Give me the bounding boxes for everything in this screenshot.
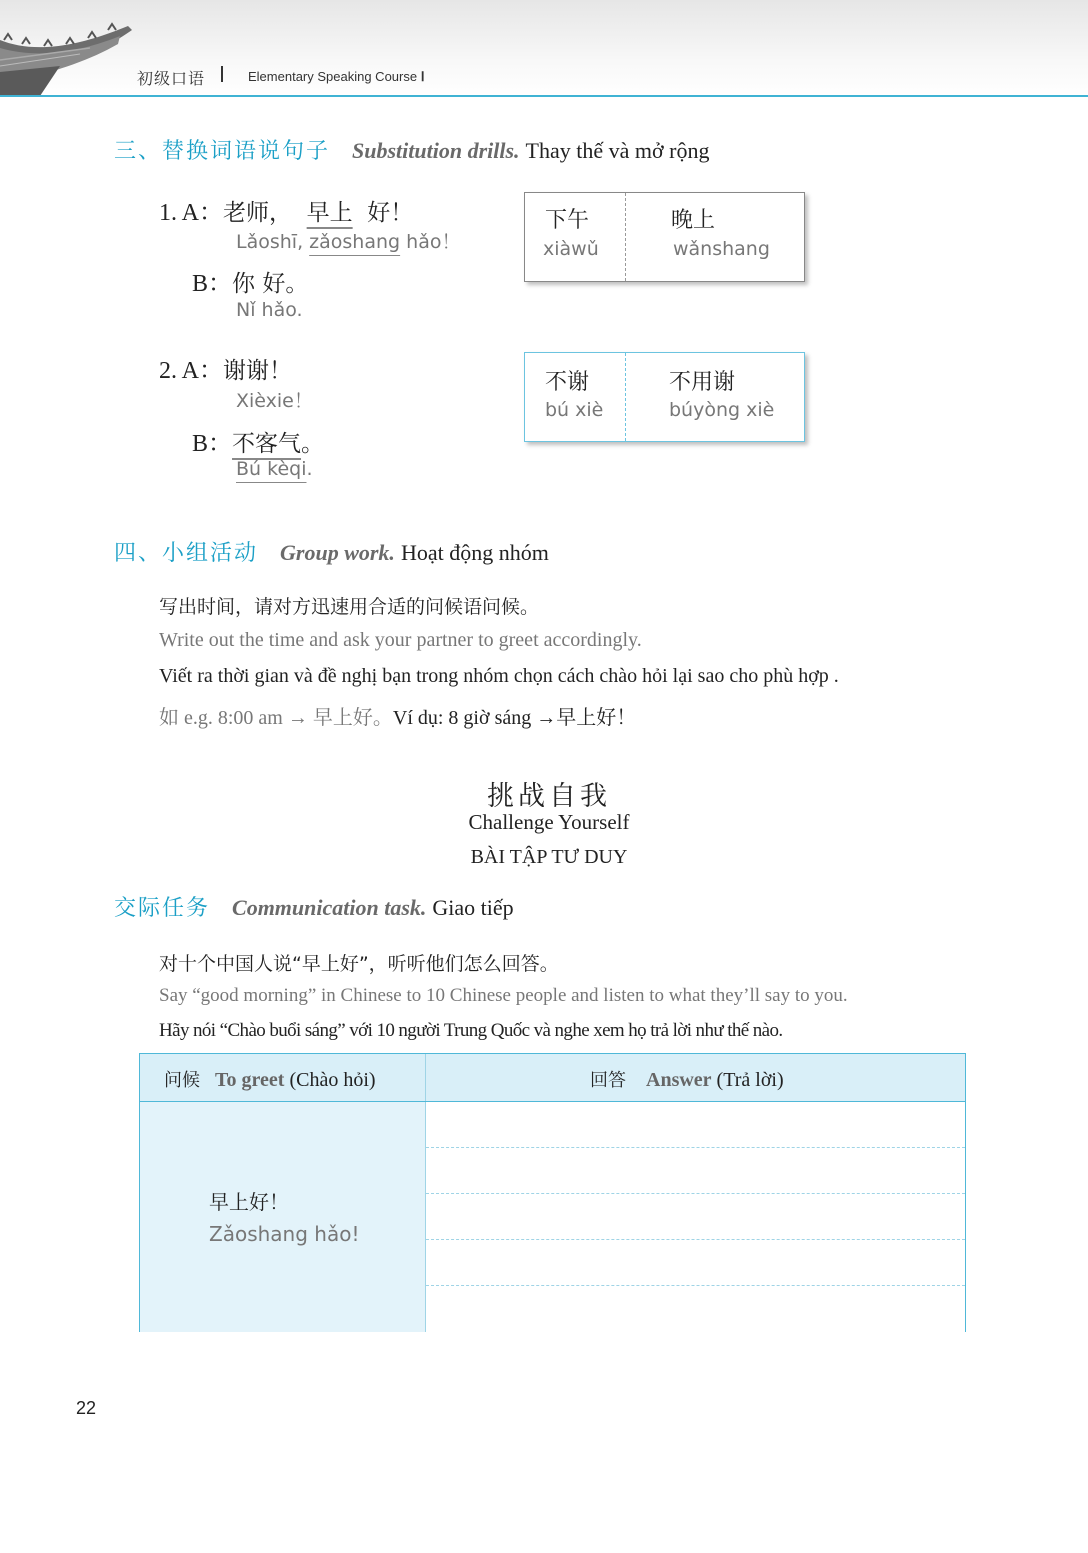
drill1-line-b-pinyin: Nǐ hǎo. (236, 299, 303, 321)
sub1-right-cn: 晚上 (671, 208, 716, 233)
greeting-table (139, 1053, 966, 1332)
greeting-cn: 早上好！ (209, 1190, 289, 1214)
answer-input-row[interactable] (426, 1148, 965, 1193)
group-work-en: Write out the time and ask your partner to greet accordingly. (159, 629, 642, 651)
challenge-title-cn: 挑战自我 (487, 781, 611, 812)
greeting-pinyin: Zǎoshang hǎo! (209, 1222, 360, 1246)
sub2-right-pinyin: búyòng xiè (669, 399, 775, 421)
drill1-line-a-pinyin: Lǎoshī, zǎoshang hǎo！ (236, 231, 461, 253)
header-separator (221, 66, 223, 82)
drill2-line-b: B：不客气。 (192, 431, 325, 457)
drill2-line-a: 2. A：谢谢！ (159, 358, 293, 384)
sub1-left-pinyin: xiàwǔ (543, 238, 599, 260)
sub2-right-cn: 不用谢 (669, 370, 736, 395)
pagoda-roof-illustration (0, 0, 140, 96)
header-en-title: Elementary Speaking Course Ⅰ (248, 69, 425, 84)
header-cn-title: 初级口语 (137, 69, 206, 88)
section-group-work-title: 四、小组活动 Group work. Hoạt động nhóm (114, 540, 549, 566)
drill2-line-b-pinyin: Bú kèqi. (236, 458, 313, 480)
group-work-vi: Viết ra thời gian và đề nghị bạn trong nhóm chọn cách chào hỏi lại sao cho phù hợp . (159, 665, 839, 687)
section-communication-title: 交际任务 Communication task. Giao tiếp (114, 895, 514, 921)
substitution-box-1 (524, 192, 805, 282)
table-header (140, 1054, 965, 1102)
answer-input-row[interactable] (426, 1286, 965, 1332)
answer-input-row[interactable] (426, 1194, 965, 1239)
communication-cn: 对十个中国人说“早上好”，听听他们怎么回答。 (159, 953, 559, 975)
section-substitution-title: 三、替换词语说句子 Substitution drills. Thay thế và mở rộng (114, 138, 710, 164)
page-number: 22 (76, 1398, 97, 1418)
sub1-left-cn: 下午 (545, 208, 590, 233)
drill2-line-a-pinyin: Xièxie！ (236, 390, 313, 412)
substitution-box-2 (524, 352, 805, 442)
challenge-title-en: Challenge Yourself (468, 810, 630, 834)
drill1-line-b: B：你 好。 (192, 271, 309, 297)
group-work-example: 如 e.g. 8:00 am → 早上好。Ví dụ: 8 giờ sáng →早上好！ (159, 707, 637, 729)
group-work-cn: 写出时间，请对方迅速用合适的问候语问候。 (159, 596, 540, 618)
table-header-answer: 回答 Answer (Trả lời) (590, 1069, 784, 1091)
greeting-cell (140, 1102, 426, 1332)
communication-vi: Hãy nói “Chào buổi sáng” với 10 người Trung Quốc và nghe xem họ trả lời như thế nào. (159, 1020, 783, 1041)
drill1-line-a: 1. A：老师， 早上 好！ (159, 200, 414, 226)
answer-input-row[interactable] (426, 1240, 965, 1285)
sub2-left-pinyin: bú xiè (545, 399, 604, 421)
sub1-right-pinyin: wǎnshang (673, 238, 770, 260)
communication-en: Say “good morning” in Chinese to 10 Chinese people and listen to what they’ll say to you. (159, 985, 848, 1006)
table-header-greet: 问候 To greet (Chào hỏi) (164, 1069, 376, 1091)
sub2-left-cn: 不谢 (545, 370, 590, 395)
answer-input-row[interactable] (426, 1102, 965, 1147)
header-rule (0, 95, 1088, 97)
challenge-title-vi: BÀI TẬP TƯ DUY (470, 846, 628, 868)
